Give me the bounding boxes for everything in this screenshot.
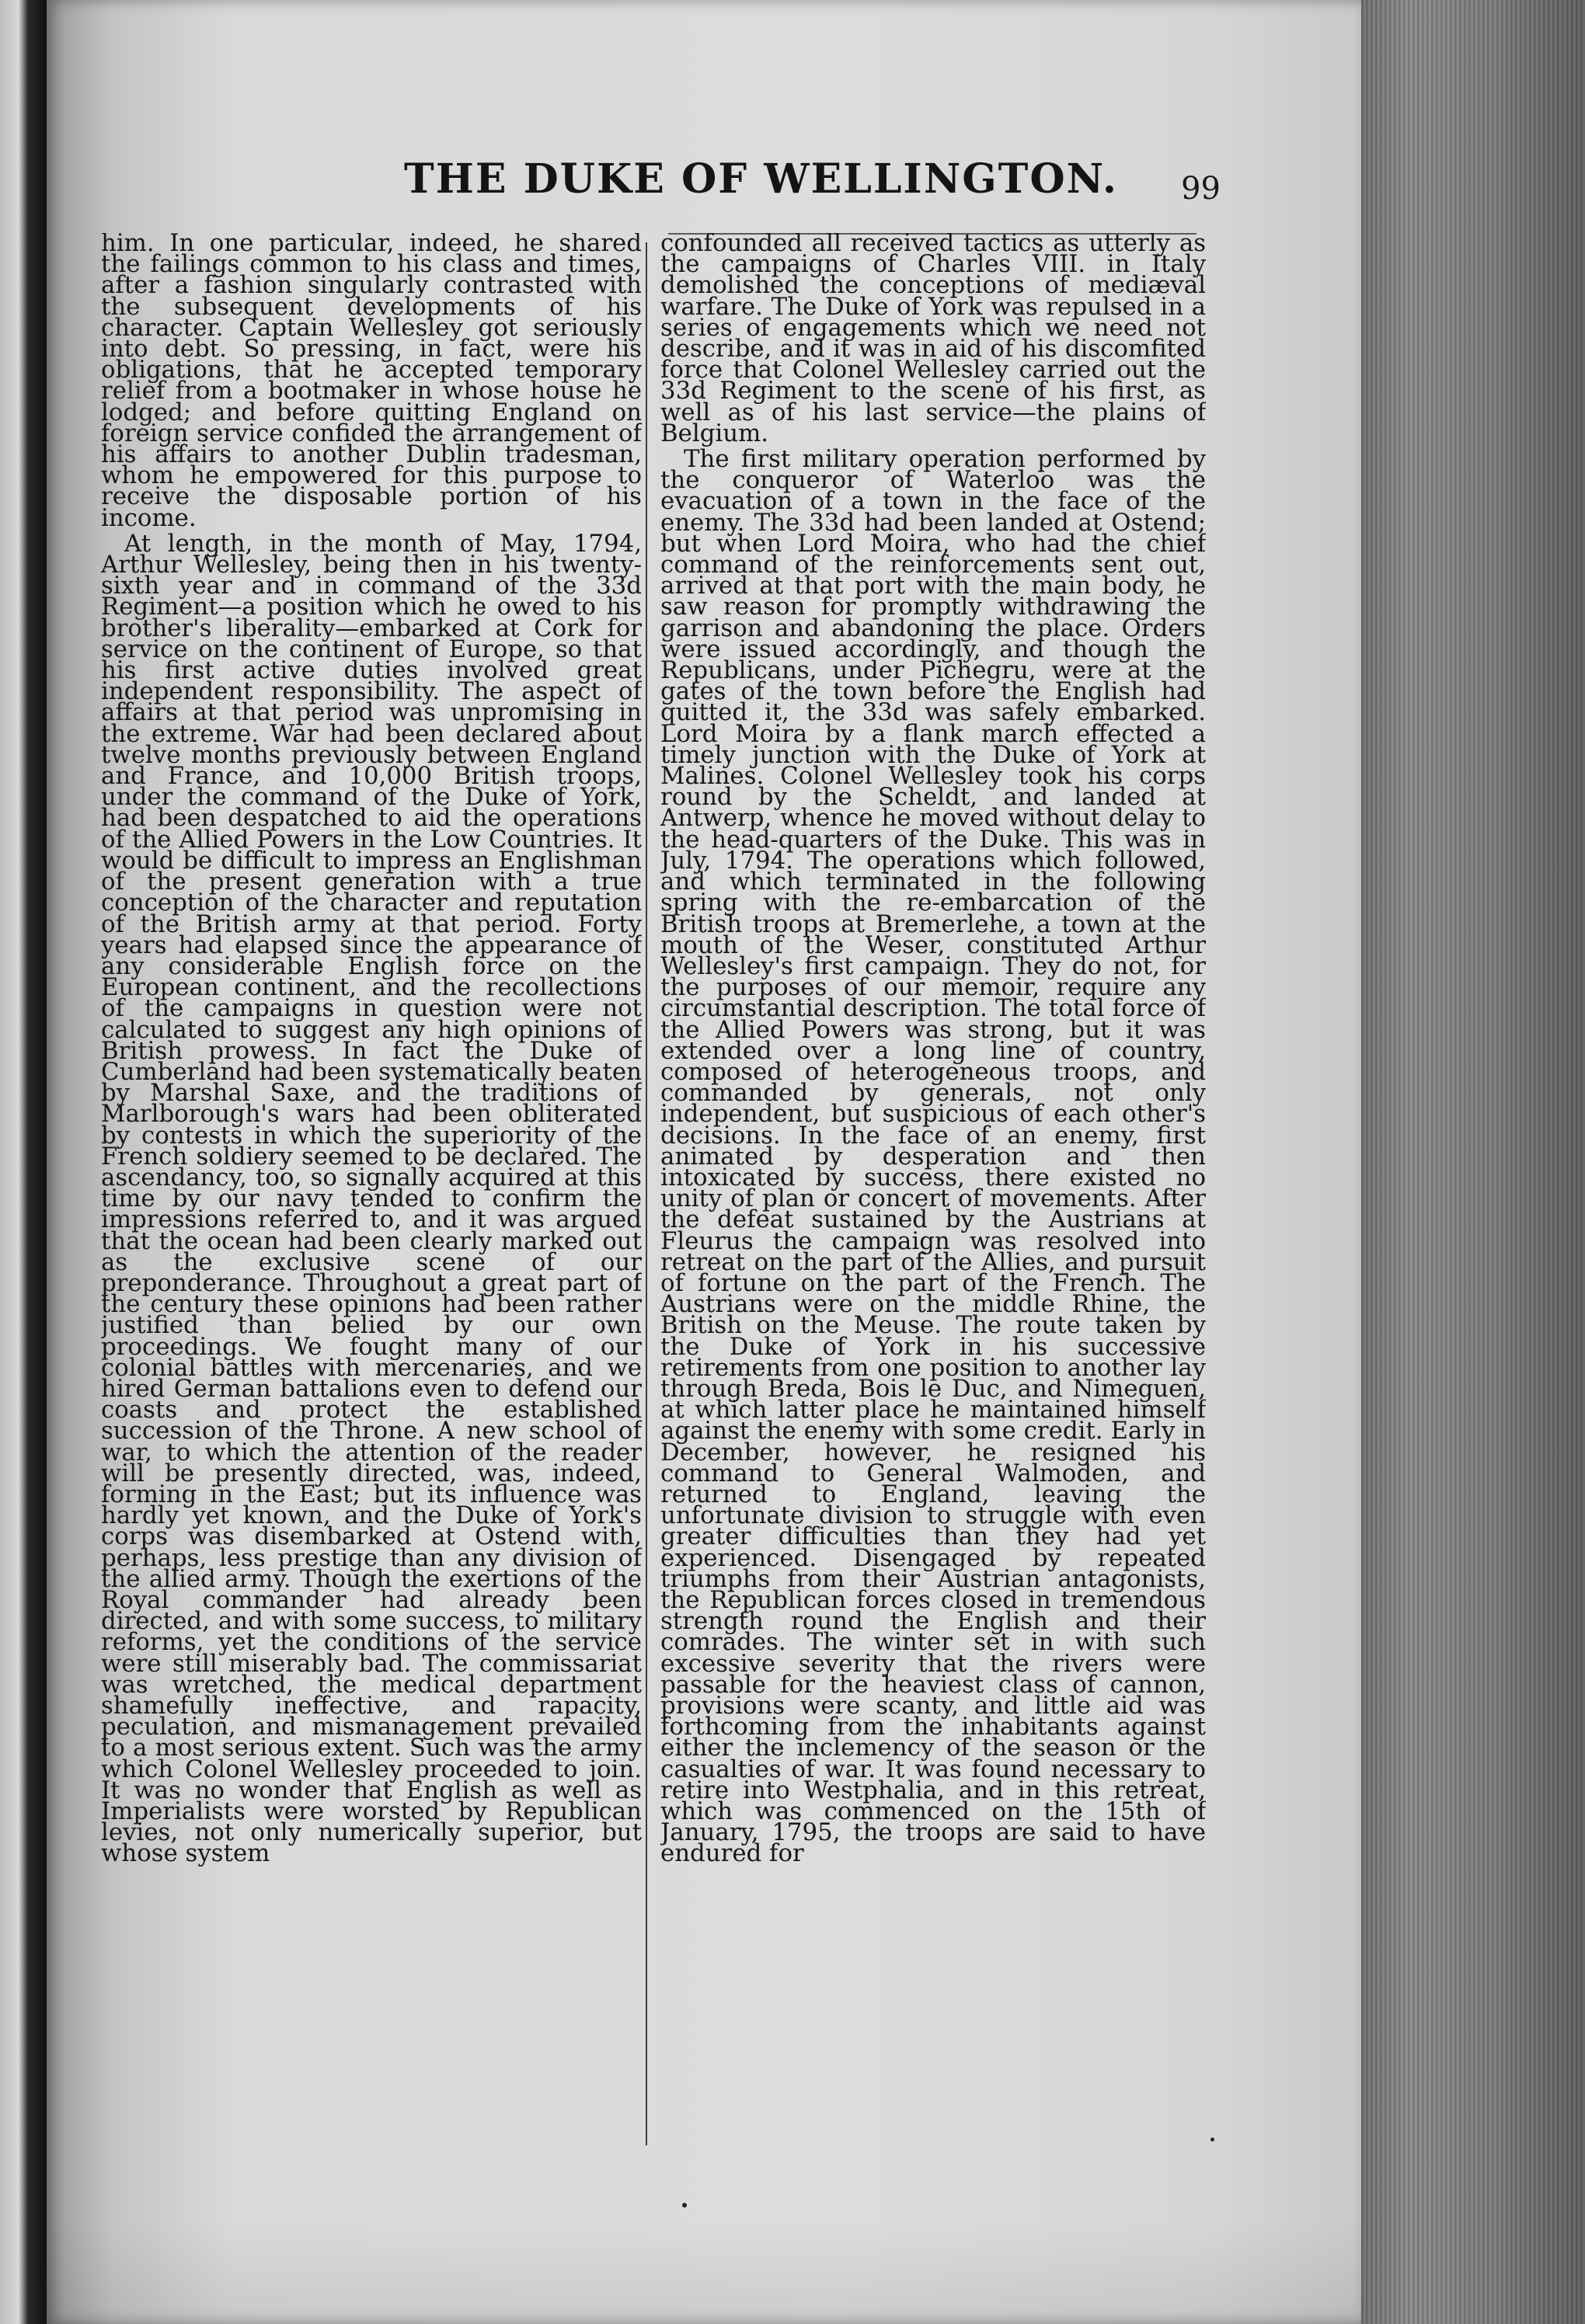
right-text-column (660, 233, 1206, 2159)
right-paragraph-continuation: confounded all received tactics as utterly as the campaigns of Charles VIII. in Italy demolished the conceptions of mediæval warfare. The Duke of York was repulsed in a series of engagements which we need not describe, and it was in aid of his discomfited force that Colonel Wellesley carried out the 33d Regiment to the scene of his first, as well as of his last service—the plains of Belgium. (660, 233, 1206, 447)
page-header (109, 140, 1221, 214)
right-paragraph: The first military operation performed by the conqueror of Waterloo was the evacuation of a town in the face of the enemy. The 33d had been landed at Ostend; but when Lord Moira, who had the chief command of the reinforcements sent out, arrived at that port with the main body, he saw reason for promptly withdrawing the garrison and abandoning the place. Orders were issued accordingly, and though the Republicans, under Pichegru, were at the gates of the town before the English had quitted it, the 33d was safely embarked. Lord Moira by a flank march effected a timely junction with the Duke of York at Malines. Colonel Wellesley took his corps round by the Scheldt, and landed at Antwerp, whence he moved without delay to the head-quarters of the Duke. This was in July, 1794. The operations which followed, and which terminated in the following spring with the re-embarcation of the British troops at Bremerlehe, a town at the mouth of the Weser, constituted Arthur Wellesley's first campaign. They do not, for the purposes of our memoir, require any circumstantial description. The total force of the Allied Powers was strong, but it was extended over a long line of country, composed of heterogeneous troops, and commanded by generals, not only independent, but suspicious of each other's decisions. In the face of an enemy, first animated by desperation and then intoxicated by success, there existed no unity of plan or concert of movements. After the defeat sustained by the Austrians at Fleurus the campaign was resolved into retreat on the part of the Allies, and pursuit of fortune on the part of the French. The Austrians were on the middle Rhine, the British on the Meuse. The route taken by the Duke of York in his successive retirements from one position to another lay through Breda, Bois le Duc, and Nimeguen, at which latter place he maintained himself against the enemy with some credit. Early in December, however, he resigned his command to General Walmoden, and returned to England, leaving the unfortunate division to struggle with even greater difficulties than they had yet experienced. Disengaged by repeated triumphs from their Austrian antagonists, the Republican forces closed in tremendous strength round the English and their comrades. The winter set in with such excessive severity that the rivers were passable for the heaviest class of cannon, provisions were scanty, and little aid was forthcoming from the inhabitants against either the inclemency of the season or the casualties of war. It was found necessary to retire into Westphalia, and in this retreat, which was commenced on the 15th of January, 1795, the troops are said to have endured for (660, 445, 1206, 1868)
book-page-edges-right (1361, 0, 1585, 2324)
ink-speck (1211, 2138, 1214, 2141)
page-bottom-shade (47, 2221, 1361, 2324)
ink-speck (682, 2203, 687, 2207)
book-gutter-left (0, 0, 47, 2324)
left-paragraph: At length, in the month of May, 1794, Arthur Wellesley, being then in his twenty-sixth year and in command of the 33d Regiment—a position which he owed to his brother's liberality—embarked at Cork for service on the continent of Europe, so that his first active duties involved great independent responsibility. The aspect of affairs at that period was unpromising in the extreme. War had been declared about twelve months previously between England and France, and 10,000 British troops, under the command of the Duke of York, had been despatched to aid the operations of the Allied Powers in the Low Countries. It would be difficult to impress an Englishman of the present generation with a true conception of the character and reputation of the British army at that period. Forty years had elapsed since the appearance of any considerable English force on the European continent, and the recollections of the campaigns in question were not calculated to suggest any high opinions of British prowess. In fact the Duke of Cumberland had been systematically beaten by Marshal Saxe, and the traditions of Marlborough's wars had been obliterated by contests in which the superiority of the French soldiery seemed to be declared. The ascendancy, too, so signally acquired at this time by our navy tended to confirm the impressions referred to, and it was argued that the ocean had been clearly marked out as the exclusive scene of our preponderance. Throughout a great part of the century these opinions had been rather justified than belied by our own proceedings. We fought many of our colonial battles with mercenaries, and we hired German battalions even to defend our coasts and protect the established succession of the Throne. A new school of war, to which the attention of the reader will be presently directed, was, indeed, forming in the East; but its influence was hardly yet known, and the Duke of York's corps was disembarked at Ostend with, perhaps, less prestige than any division of the allied army. Though the exertions of the Royal commander had already been directed, and with some success, to military reforms, yet the conditions of the service were still miserably bad. The commissariat was wretched, the medical department shamefully ineffective, and rapacity, peculation, and mismanagement prevailed to a most serious extent. Such was the army which Colonel Wellesley proceeded to join. It was no wonder that English as well as Imperialists were worsted by Republican levies, not only numerically superior, but whose system (101, 529, 642, 1868)
left-paragraph-continuation: him. In one particular, indeed, he shared the failings common to his class and times, after a fashion singularly contrasted with the subsequent developments of his character. Captain Wellesley got seriously into debt. So pressing, in fact, were his obligations, that he accepted temporary relief from a bootmaker in whose house he lodged; and before quitting England on foreign service confided the arrangement of his affairs to another Dublin tradesman, whom he empowered for this purpose to receive the disposable portion of his income. (101, 233, 642, 532)
page-number: 99 (1181, 171, 1221, 207)
left-text-column (101, 233, 642, 2159)
running-title: THE DUKE OF WELLINGTON. (404, 155, 1118, 203)
column-divider (646, 242, 647, 2145)
